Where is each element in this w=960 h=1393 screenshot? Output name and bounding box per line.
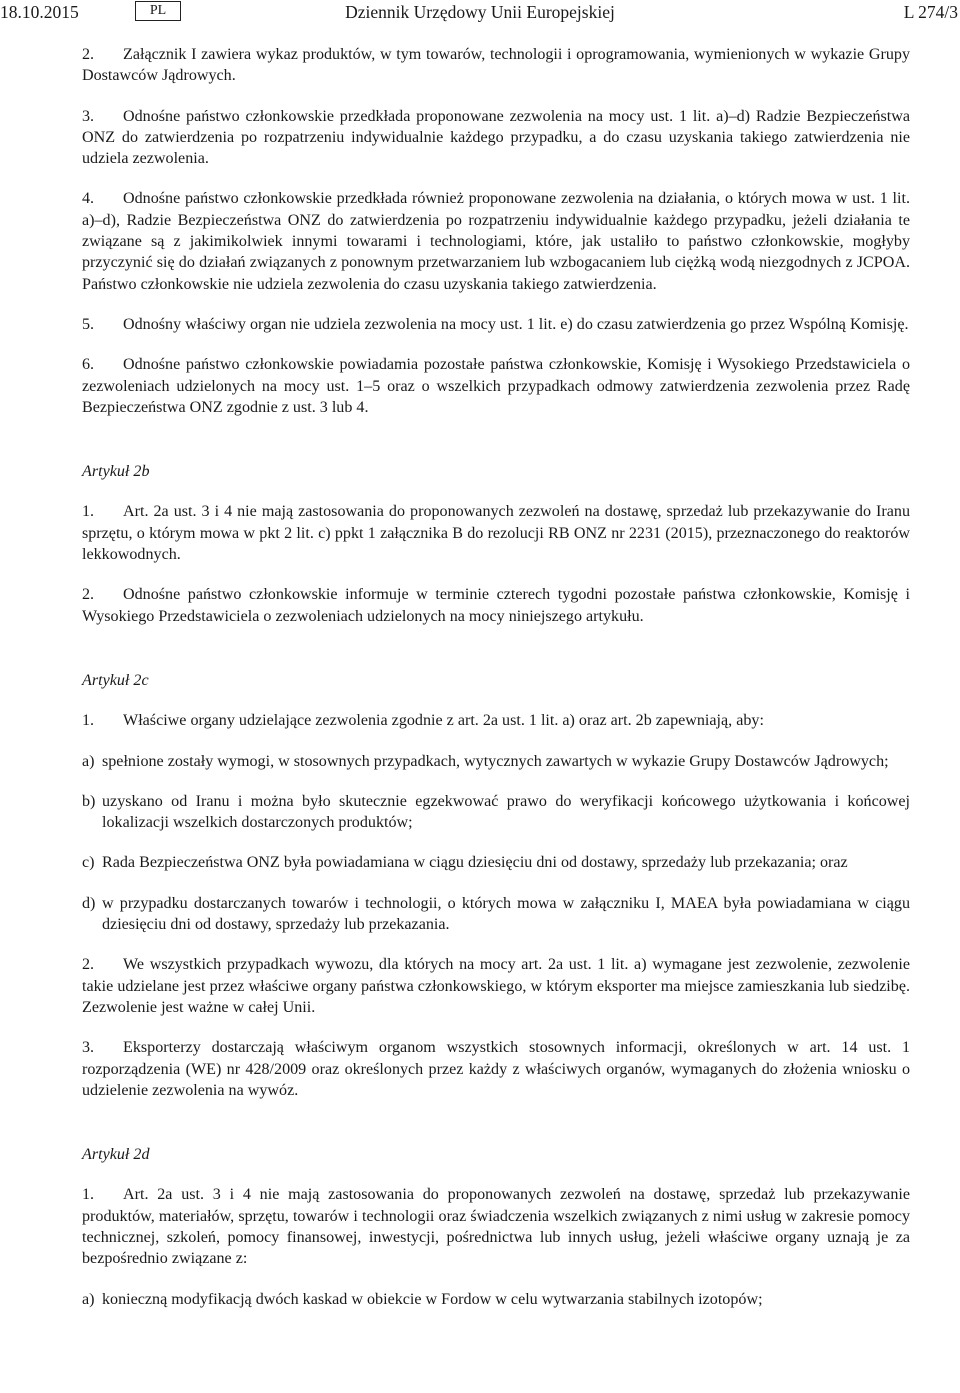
list-label: a) — [82, 752, 95, 770]
paragraph-number: 5. — [82, 315, 95, 333]
page-header — [0, 0, 960, 24]
journal-title: Dziennik Urzędowy Unii Europejskiej — [345, 2, 615, 22]
article-2c-paragraph-2 — [82, 954, 910, 1018]
paragraph-text: Odnośne państwo członkowskie powiadamia pozostałe państwa członkowskie, Komisję i Wysokiego Przedstawiciela o zezwoleniach udzielonych na mocy ust. 1–5 oraz o wszelkich przypadkach odmowy zatwierdzenia zezwolenia przez Radę Bezpieczeństwa ONZ zgodnie z ust. 3 lub 4. — [82, 356, 910, 416]
article-2c-paragraph-3 — [82, 1037, 910, 1101]
list-text: konieczną modyfikacją dwóch kaskad w obiekcie w Fordow w celu wytwarzania stabilnych izotopów; — [102, 1290, 763, 1308]
article-2b-heading: Artykuł 2b — [82, 463, 150, 481]
list-item-a — [82, 1289, 910, 1310]
list-item-b — [82, 791, 910, 834]
list-text: w przypadku dostarczanych towarów i technologii, o których mowa w załączniku I, MAEA była powiadamiana w ciągu dziesięciu dni od dostawy, sprzedaży lub przekazania. — [102, 894, 910, 934]
page-number: L 274/3 — [903, 2, 958, 22]
list-item-a — [82, 751, 910, 772]
list-text: spełnione zostały wymogi, w stosownych przypadkach, wytycznych zawartych w wykazie Grupy Dostawców Jądrowych; — [102, 752, 889, 770]
paragraph-3 — [82, 106, 910, 170]
paragraph-text: Art. 2a ust. 3 i 4 nie mają zastosowania do proponowanych zezwoleń na dostawę, sprzedaż lub przekazywanie do Iranu sprzętu, o którym mowa w pkt 2 lit. c) ppkt 1 załącznika B do rezolucji RB ONZ nr 2231 (2015), przeznaczonego do reaktorów lekkowodnych. — [82, 503, 910, 564]
article-2b-paragraph-1 — [82, 501, 910, 565]
paragraph-number: 2. — [82, 956, 95, 974]
paragraph-4 — [82, 188, 910, 294]
article-2c-paragraph-1 — [82, 710, 910, 731]
paragraph-number: 3. — [82, 107, 95, 125]
list-text: uzyskano od Iranu i można było skutecznie egzekwować prawo do weryfikacji końcowego użytkowania i końcowej lokalizacji wszelkich dostarczonych produktów; — [102, 792, 910, 832]
paragraph-text: Załącznik I zawiera wykaz produktów, w tym towarów, technologii i oprogramowania, wymienionych w wykazie Grupy Dostawców Jądrowych. — [82, 46, 910, 85]
paragraph-5 — [82, 314, 910, 335]
paragraph-number: 1. — [82, 1186, 95, 1204]
publication-date: 18.10.2015 — [0, 2, 79, 22]
paragraph-text: Odnośne państwo członkowskie przedkłada również proponowane zezwolenia na działania, o których mowa w ust. 1 lit. a)–d), Radzie Bezpieczeństwa ONZ do zatwierdzenia po rozpatrzeniu indywidualnie każdego przypadku, jeżeli działania te związane są z jakimikolwiek innymi towarami i technologiami, które, jak ustaliło to państwo członkowskie, mogłyby przyczynić się do działań związanych z ponownym przetwarzaniem lub wzbogacaniem lub ciężką wodą niezgodnych z JCPOA. Państwo członkowskie nie udziela zezwolenia do czasu uzyskania takiego zatwierdzenia. — [82, 190, 910, 293]
paragraph-number: 2. — [82, 586, 95, 604]
paragraph-number: 1. — [82, 712, 95, 730]
list-item-d — [82, 893, 910, 936]
article-2c-heading: Artykuł 2c — [82, 671, 149, 689]
article-2d-heading: Artykuł 2d — [82, 1146, 150, 1164]
language-badge: PL — [135, 1, 181, 21]
list-text: Rada Bezpieczeństwa ONZ była powiadamiana w ciągu dziesięciu dni od dostawy, sprzedaży lub przekazania; oraz — [102, 854, 848, 872]
paragraph-number: 2. — [82, 46, 95, 63]
article-2b-paragraph-2 — [82, 584, 910, 627]
paragraph-text: We wszystkich przypadkach wywozu, dla których na mocy art. 2a ust. 1 lit. a) wymagane jest zezwolenie, zezwolenie takie udzielane jest przez właściwe organy państwa członkowskiego, w którym eksporter ma miejsce zamieszkania lub siedzibę. Zezwolenie jest ważne w całej Unii. — [82, 956, 910, 1016]
document-body — [82, 44, 910, 1310]
paragraph-number: 4. — [82, 190, 95, 208]
paragraph-number: 1. — [82, 503, 95, 521]
paragraph-number: 3. — [82, 1039, 95, 1057]
list-label: d) — [82, 894, 96, 912]
paragraph-6 — [82, 354, 910, 418]
list-item-c — [82, 852, 910, 873]
list-label: c) — [82, 854, 95, 872]
article-2d-paragraph-1 — [82, 1184, 910, 1269]
paragraph-text: Odnośne państwo członkowskie przedkłada proponowane zezwolenia na mocy ust. 1 lit. a)–d) Radzie Bezpieczeństwa ONZ do zatwierdzenia po rozpatrzeniu indywidualnie każdego przypadku, a do czasu uzyskania takiego zatwierdzenia nie udziela zezwolenia. — [82, 107, 910, 168]
paragraph-2 — [82, 44, 910, 87]
list-label: a) — [82, 1290, 95, 1308]
paragraph-text: Eksporterzy dostarczają właściwym organom wszystkich stosownych informacji, określonych w art. 14 ust. 1 rozporządzenia (WE) nr 428/2009 oraz określonych przez każdy z właściwych organów, wymaganych do złożenia wniosku o udzielenie zezwolenia na wywóz. — [82, 1039, 910, 1099]
paragraph-number: 6. — [82, 356, 95, 374]
list-label: b) — [82, 792, 96, 810]
paragraph-text: Właściwe organy udzielające zezwolenia zgodnie z art. 2a ust. 1 lit. a) oraz art. 2b zapewniają, aby: — [123, 712, 764, 730]
paragraph-text: Odnośne państwo członkowskie informuje w terminie czterech tygodni pozostałe państwa członkowskie, Komisję i Wysokiego Przedstawiciela o zezwoleniach udzielonych na mocy niniejszego artykułu. — [82, 586, 910, 625]
paragraph-text: Art. 2a ust. 3 i 4 nie mają zastosowania do proponowanych zezwoleń na dostawę, sprzedaż lub przekazywanie produktów, materiałów, sprzętu, towarów i technologii oraz świadczenia wszelkich związanych z nimi usług w zakresie pomocy technicznej, szkoleń, pomocy finansowej, inwestycji, pośrednictwa lub innych usług, jeżeli właściwe organy uznają je za bezpośrednio związane z: — [82, 1186, 910, 1268]
paragraph-text: Odnośny właściwy organ nie udziela zezwolenia na mocy ust. 1 lit. e) do czasu zatwierdzenia go przez Wspólną Komisję. — [123, 315, 909, 333]
